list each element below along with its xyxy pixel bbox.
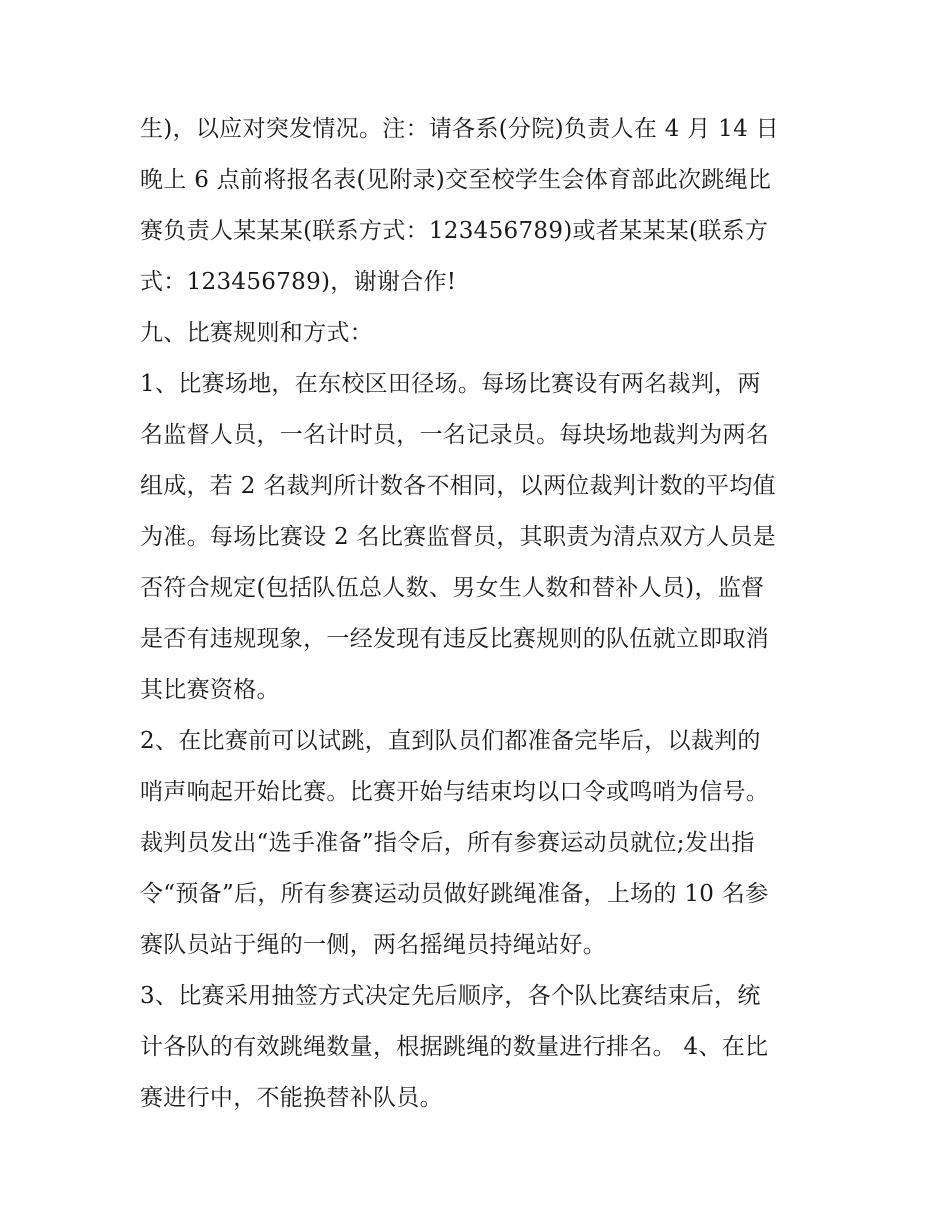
text-line: 式：123456789)，谢谢合作!	[140, 269, 457, 295]
text-line: 裁判员发出“选手准备”指令后，所有参赛运动员就位;发出指	[140, 830, 755, 856]
text-line: 2、在比赛前可以试跳，直到队员们都准备完毕后，以裁判的	[140, 728, 761, 754]
text-line: 名监督人员，一名计时员，一名记录员。每块场地裁判为两名	[140, 422, 770, 448]
text-line: 计各队的有效跳绳数量，根据跳绳的数量进行排名。 4、在比	[140, 1034, 769, 1060]
text-line: 哨声响起开始比赛。比赛开始与结束均以口令或鸣哨为信号。	[140, 779, 770, 805]
document-body	[140, 104, 820, 1124]
text-line: 令“预备”后，所有参赛运动员做好跳绳准备，上场的 10 名参	[140, 881, 769, 907]
text-line: 赛队员站于绳的一侧，两名摇绳员持绳站好。	[140, 932, 606, 958]
text-line: 晚上 6 点前将报名表(见附录)交至校学生会体育部此次跳绳比	[140, 167, 772, 193]
section-heading: 九、比赛规则和方式：	[140, 320, 373, 346]
text-line: 1、比赛场地，在东校区田径场。每场比赛设有两名裁判，两	[140, 371, 761, 397]
text-line: 为准。每场比赛设 2 名比赛监督员，其职责为清点双方人员是	[140, 524, 776, 550]
text-line: 赛进行中，不能换替补队员。	[140, 1085, 443, 1111]
text-line: 3、比赛采用抽签方式决定先后顺序，各个队比赛结束后，统	[140, 983, 761, 1009]
text-line: 是否有违规现象，一经发现有违反比赛规则的队伍就立即取消	[140, 626, 770, 652]
text-line: 组成，若 2 名裁判所计数各不相同，以两位裁判计数的平均值	[140, 473, 776, 499]
text-line: 否符合规定(包括队伍总人数、男女生人数和替补人员)，监督	[140, 575, 765, 601]
text-line: 生)，以应对突发情况。注：请各系(分院)负责人在 4 月 14 日	[140, 116, 779, 142]
text-line: 赛负责人某某某(联系方式：123456789)或者某某某(联系方	[140, 218, 769, 244]
text-line: 其比赛资格。	[140, 677, 280, 703]
